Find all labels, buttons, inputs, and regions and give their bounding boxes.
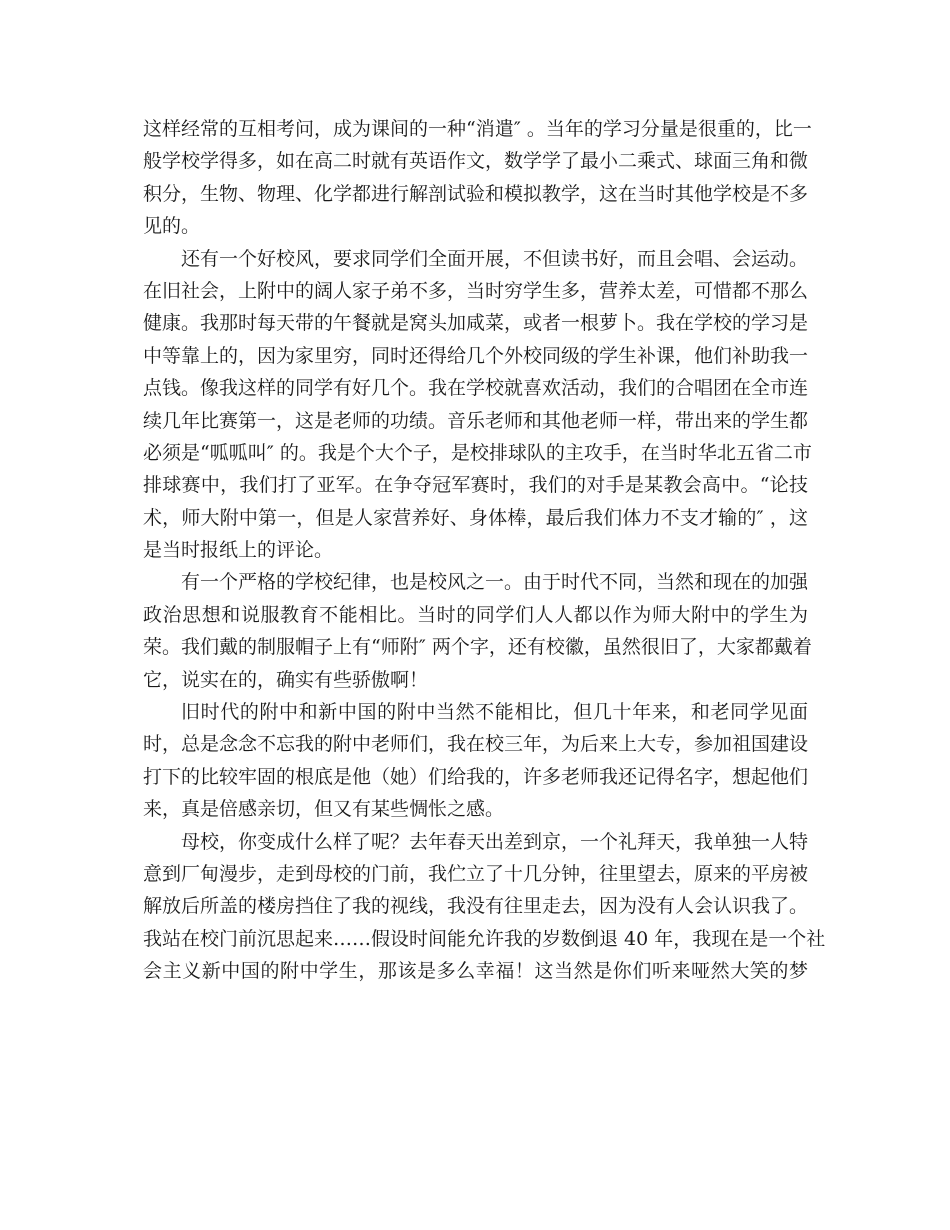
- text-line: 有一个严格的学校纪律，也是校风之一。由于时代不同，当然和现在的加强: [181, 571, 809, 594]
- text-line: 续几年比赛第一，这是老师的功绩。音乐老师和其他老师一样，带出来的学生都: [143, 409, 809, 432]
- text-line: 意到厂甸漫步，走到母校的门前，我伫立了十几分钟，往里望去，原来的平房被: [143, 862, 809, 885]
- text-line: 这样经常的互相考问，成为课间的一种“消遣″ 。当年的学习分量是很重的，比一: [143, 118, 812, 140]
- text-line: 排球赛中，我们打了亚军。在争夺冠军赛时，我们的对手是某教会高中。“论技: [143, 474, 808, 497]
- paragraph-3: [143, 566, 812, 696]
- text-line: 母校，你变成什么样了呢？去年春天出差到京，一个礼拜天，我单独一人特: [181, 830, 809, 853]
- text-line: 积分，生物、物理、化学都进行解剖试验和模拟教学，这在当时其他学校是不多: [143, 182, 809, 205]
- text-line: 在旧社会，上附中的阔人家子弟不多，当时穷学生多，营养太差，可惜都不那么: [143, 279, 809, 302]
- text-line: 术，师大附中第一，但是人家营养好、身体棒，最后我们体力不支才输的″ ，这: [143, 506, 808, 529]
- text-line: 我站在校门前沉思起来……假设时间能允许我的岁数倒退 40 年，我现在是一个社: [143, 927, 826, 950]
- text-line: 还有一个好校风，要求同学们全面开展，不但读书好，而且会唱、会运动。: [181, 247, 809, 270]
- paragraph-5: [143, 826, 826, 988]
- text-line: 时，总是念念不忘我的附中老师们，我在校三年，为后来上大专，参加祖国建设: [143, 733, 809, 756]
- paragraph-4: [143, 696, 808, 826]
- text-line: 它，说实在的，确实有些骄傲啊！: [143, 668, 429, 691]
- text-line: 健康。我那时每天带的午餐就是窝头加咸菜，或者一根萝卜。我在学校的学习是: [143, 312, 809, 335]
- text-line: 打下的比较牢固的根底是他（她）们给我的，许多老师我还记得名字，想起他们: [143, 765, 809, 788]
- paragraph-1: [143, 113, 812, 243]
- text-line: 会主义新中国的附中学生，那该是多么幸福！这当然是你们听来哑然大笑的梦: [143, 960, 808, 983]
- text-line: 是当时报纸上的评论。: [143, 539, 334, 562]
- text-line: 解放后所盖的楼房挡住了我的视线，我没有往里走去，因为没有人会认识我了。: [143, 895, 809, 918]
- text-line: 来，真是倍感亲切，但又有某些惆怅之感。: [143, 798, 505, 821]
- text-line: 荣。我们戴的制服帽子上有“师附″ 两个字，还有校徽，虽然很旧了，大家都戴着: [143, 636, 812, 659]
- text-line: 般学校学得多，如在高二时就有英语作文，数学学了最小二乘式、球面三角和微: [143, 150, 809, 173]
- text-line: 政治思想和说服教育不能相比。当时的同学们人人都以作为师大附中的学生为: [143, 603, 808, 626]
- paragraph-2: [143, 243, 812, 567]
- text-line: 旧时代的附中和新中国的附中当然不能相比，但几十年来，和老同学见面: [181, 701, 808, 724]
- text-line: 中等靠上的，因为家里穷，同时还得给几个外校同级的学生补课，他们补助我一: [143, 344, 809, 367]
- document-body: [143, 113, 826, 988]
- text-line: 见的。: [143, 215, 201, 238]
- text-line: 必须是“呱呱叫″ 的。我是个大个子，是校排球队的主攻手，在当时华北五省二市: [143, 441, 812, 464]
- text-line: 点钱。像我这样的同学有好几个。我在学校就喜欢活动，我们的合唱团在全市连: [143, 377, 809, 400]
